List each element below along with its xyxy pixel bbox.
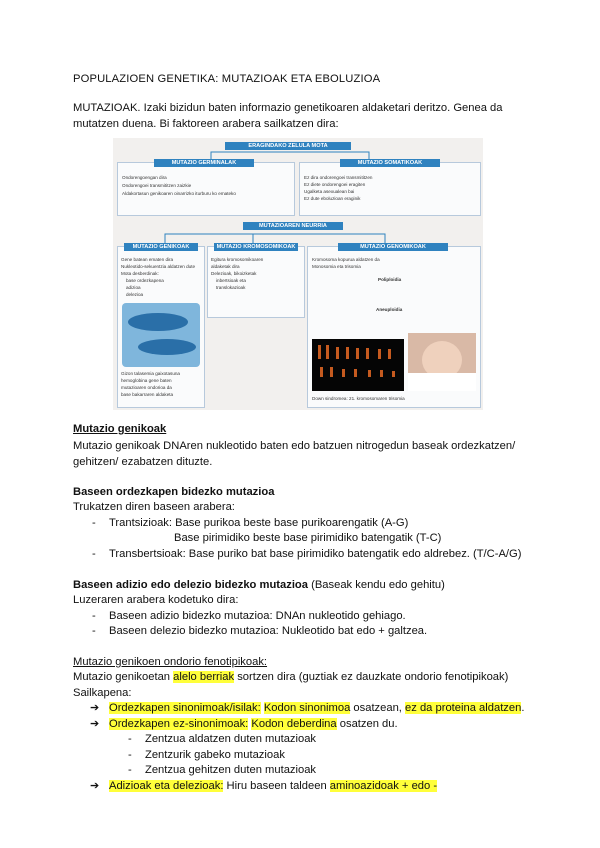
somatic-line: Ugalketa asexualean bai bbox=[304, 189, 355, 194]
chromosome-mutation-box bbox=[207, 246, 305, 318]
somatic-header: MUTAZIO SOMATIKOAK bbox=[340, 159, 440, 167]
phenotypic-line-1-a: Mutazio genikoetan bbox=[73, 671, 174, 683]
chromo-line: Egitura kromosomikoaren bbox=[211, 257, 264, 262]
classification-label: Sailkapena: bbox=[73, 687, 132, 699]
synonymous-term: Ordezkapen sinonimoak/isilak: bbox=[109, 702, 261, 714]
karyotype-image bbox=[312, 339, 404, 391]
somatic-line: Ez dira ondorengoei transmititzen bbox=[304, 175, 373, 180]
insertion-deletion-mid: Hiru baseen taldeen bbox=[223, 780, 330, 792]
arrow-bullet-icon: ➔ bbox=[90, 780, 100, 792]
heading-addition-deletion bbox=[73, 578, 445, 592]
genome-line: Kromosoma kopurua aldatzen da bbox=[312, 257, 380, 262]
arrow-bullet-icon: ➔ bbox=[90, 702, 100, 714]
genome-caption: Down sindromea: 21. kromosomaren trisomia bbox=[312, 396, 405, 401]
heading-addition-deletion-rest: (Baseak kendu edo gehitu) bbox=[308, 579, 445, 591]
heading-addition-deletion-bold: Baseen adizio edo delezio bidezko mutazioa bbox=[73, 579, 308, 591]
chromo-line: aldaketak dira bbox=[211, 264, 240, 269]
non-synonymous-line bbox=[109, 717, 398, 731]
heading-substitution: Baseen ordezkapen bidezko mutazioa bbox=[73, 486, 275, 498]
intro-line-2: mutatzen duena. Bi faktoreen arabera sailkatzen dira: bbox=[73, 118, 339, 130]
phenotypic-line-1-highlight: alelo berriak bbox=[173, 671, 235, 683]
non-synonymous-end: osatzen du. bbox=[336, 718, 398, 730]
chromo-line: inbertsioak eta bbox=[216, 278, 246, 283]
germinal-box bbox=[117, 162, 295, 216]
intro-line-1: MUTAZIOAK. Izaki bizidun baten informazio genetikoaren aldaketari deritzo. Genea da bbox=[73, 102, 503, 114]
phenotypic-line-1-c: sortzen dira (guztiak ez dauzkate ondorio fenotipikoak) bbox=[234, 671, 509, 683]
chromo-line: Delezioak, bikoizketak bbox=[211, 271, 257, 276]
genome-line: Monosomia eta trisomia bbox=[312, 264, 361, 269]
dash-bullet: - bbox=[128, 749, 132, 761]
mutation-classification-figure bbox=[113, 138, 483, 410]
missense-line: Zentzua aldatzen duten mutazioak bbox=[145, 733, 317, 745]
somatic-line: Ez diete ondorengoei eragiten bbox=[304, 182, 366, 187]
gene-caption-line: mutazioaren ondorioa da bbox=[121, 385, 172, 390]
germinal-line: Aldakortasun genikoaren oinarrizko iturburu ko emateko bbox=[122, 191, 236, 196]
genome-mutation-box bbox=[307, 246, 481, 408]
heading-phenotypic-effects: Mutazio genikoen ondorio fenotipikoak: bbox=[73, 656, 268, 668]
gene-caption-line: Gizon talasemia gaixotasuna bbox=[121, 371, 180, 376]
somatic-line: Ez dute eboluzioan eraginik bbox=[304, 196, 361, 201]
gene-mutations-line-1: Mutazio genikoak DNAren nukleotido baten edo batzuen nitrogedun baseak ordezkatzen/ bbox=[73, 440, 516, 452]
gene-line: delezioa bbox=[126, 292, 144, 297]
germinal-header: MUTAZIO GERMINALAK bbox=[154, 159, 254, 167]
arrow-bullet-icon: ➔ bbox=[90, 718, 100, 730]
gene-caption-line: hemoglobina gene baten bbox=[121, 378, 172, 383]
germinal-line: Ondorengoei transmititzen zaizkie bbox=[122, 183, 192, 188]
genome-mutation-header: MUTAZIO GENOMIKOAK bbox=[338, 243, 448, 251]
dash-bullet: - bbox=[92, 625, 96, 637]
aneuploidy-label: Aneuploidia bbox=[376, 307, 403, 312]
deletion-line: Baseen delezio bidezko mutazioa: Nukleotido bat edo + galtzea. bbox=[109, 625, 428, 637]
non-synonymous-codon: Kodon deberdina bbox=[251, 718, 337, 730]
heading-gene-mutations: Mutazio genikoak bbox=[73, 423, 167, 435]
transitions-line: Trantsizioak: Base purikoa beste base purikoarengatik (A-G) bbox=[109, 517, 409, 529]
gene-line: Nukleotido-sekuentzia aldatzen dute bbox=[121, 264, 196, 269]
phenotypic-line-1 bbox=[73, 670, 508, 684]
gene-line: base ordezkapena bbox=[126, 278, 164, 283]
germinal-line: Ondorengoengan dira bbox=[122, 175, 167, 180]
child-photo bbox=[408, 333, 476, 391]
insertion-deletion-result: aminoazidoak + edo - bbox=[329, 780, 438, 792]
figure-top-header: ERAGINDAKO ZELULA MOTA bbox=[225, 142, 351, 150]
non-synonymous-term: Ordezkapen ez-sinonimoak: bbox=[109, 718, 249, 730]
figure-mid-header: MUTAZIOAREN NEURRIA bbox=[243, 222, 343, 230]
gene-line: Mota desberdinak: bbox=[121, 271, 159, 276]
insertion-deletion-term: Adizioak eta delezioak: bbox=[109, 780, 224, 792]
sense-adding-line: Zentzua gehitzen duten mutazioak bbox=[145, 764, 317, 776]
gene-mutation-header: MUTAZIO GENIKOAK bbox=[124, 243, 198, 251]
addition-deletion-intro: Luzeraren arabera kodetuko dira: bbox=[73, 594, 239, 606]
page-title: POPULAZIOEN GENETIKA: MUTAZIOAK ETA EBOLUZIOA bbox=[73, 73, 381, 85]
nonsense-line: Zentzurik gabeko mutazioak bbox=[145, 749, 285, 761]
insertion-deletion-line bbox=[109, 779, 437, 793]
addition-line: Baseen adizio bidezko mutazioa: DNAn nukleotido gehiago. bbox=[109, 610, 406, 622]
gene-mutation-box bbox=[117, 246, 205, 408]
transitions-line-2: Base pirimidiko beste base pirimidiko batengatik (T-C) bbox=[174, 532, 442, 544]
synonymous-mid: osatzean, bbox=[350, 702, 406, 714]
gene-mutations-line-2: gehitzen/ ezabatzen dituzte. bbox=[73, 456, 213, 468]
substitution-intro: Trukatzen diren baseen arabera: bbox=[73, 501, 235, 513]
red-blood-cell-image bbox=[122, 303, 200, 367]
transversions-line: Transbertsioak: Base puriko bat base pirimidiko batengatik edo aldrebez. (T/C-A/G) bbox=[109, 548, 522, 560]
synonymous-codon: Kodon sinonimoa bbox=[263, 702, 351, 714]
gene-line: adizioa bbox=[126, 285, 141, 290]
chromo-line: translokazioak bbox=[216, 285, 246, 290]
synonymous-line bbox=[109, 701, 524, 715]
chromosome-mutation-header: MUTAZIO KROMOSOMIKOAK bbox=[214, 243, 298, 251]
dash-bullet: - bbox=[128, 764, 132, 776]
synonymous-result: ez da proteina aldatzen bbox=[405, 702, 522, 714]
dash-bullet: - bbox=[92, 610, 96, 622]
synonymous-end: . bbox=[521, 702, 525, 714]
gene-caption-line: base bakarraren aldaketa bbox=[121, 392, 174, 397]
gene-line: Gene batean ematen dira bbox=[121, 257, 174, 262]
polyploidy-label: Poliploidia bbox=[378, 277, 402, 282]
dash-bullet: - bbox=[92, 517, 96, 529]
dash-bullet: - bbox=[92, 548, 96, 560]
somatic-box bbox=[299, 162, 481, 216]
dash-bullet: - bbox=[128, 733, 132, 745]
